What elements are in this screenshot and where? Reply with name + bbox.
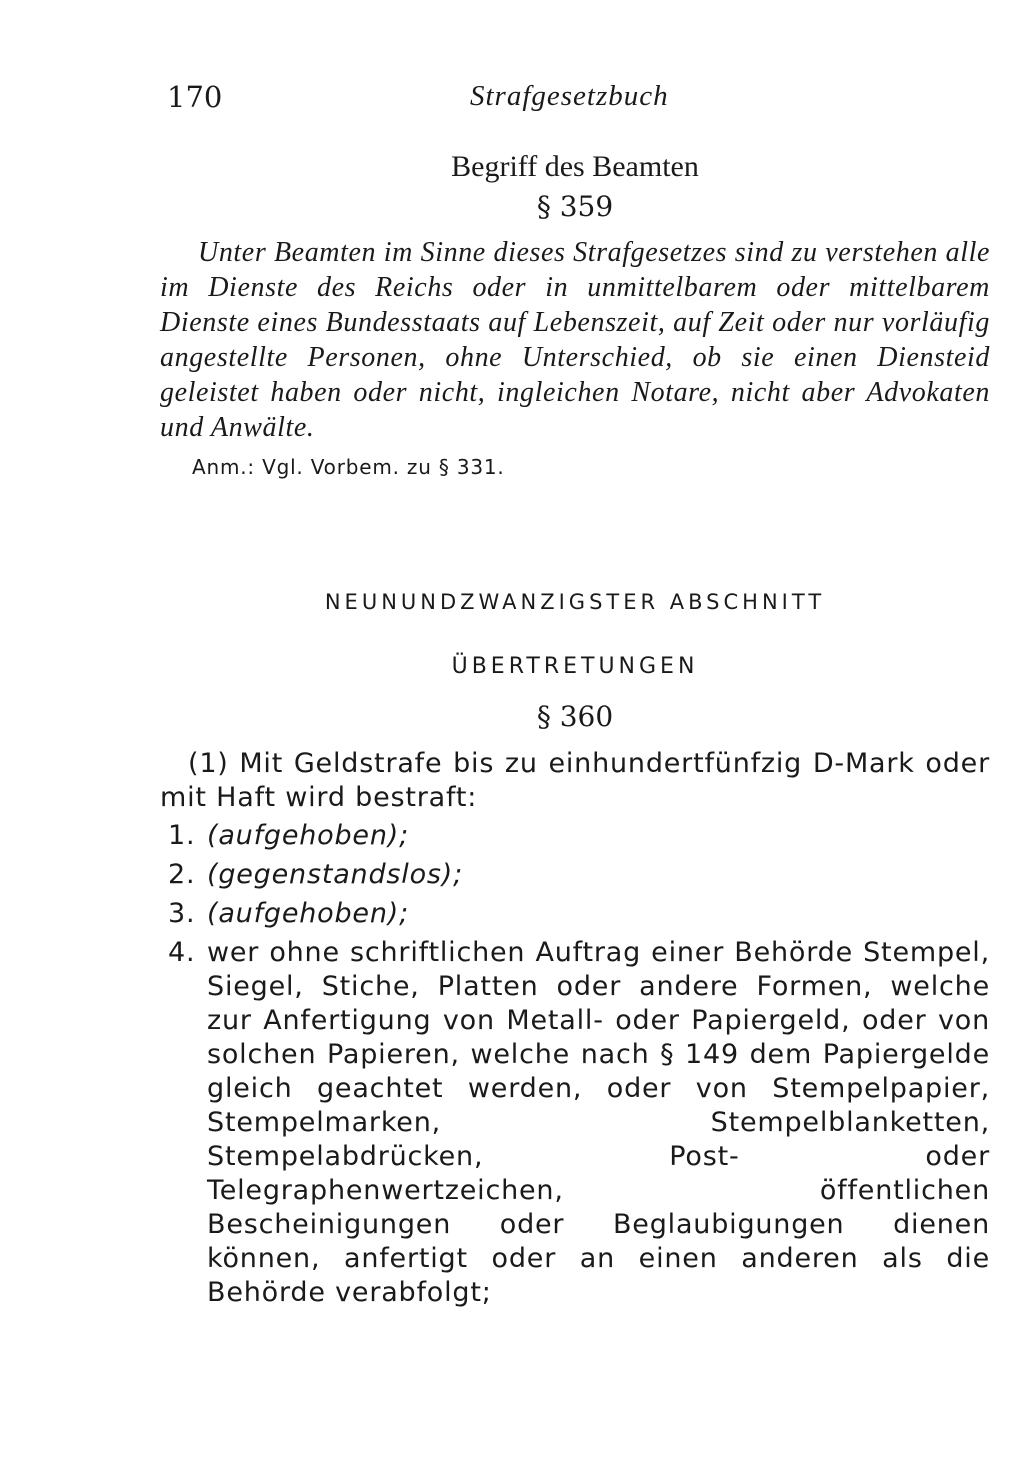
running-title: Strafgesetzbuch bbox=[470, 80, 669, 112]
section-heading: Begriff des Beamten bbox=[451, 150, 699, 183]
item-number: 4. bbox=[168, 937, 196, 968]
chapter-heading bbox=[160, 590, 990, 679]
section-intro: (1) Mit Geldstrafe bis zu einhundertfünfzig D-Mark oder mit Haft wird bestraft: bbox=[160, 748, 990, 813]
provision-list bbox=[160, 819, 990, 1310]
paragraph-number: § 360 bbox=[536, 700, 614, 733]
item-number: 3. bbox=[168, 898, 196, 929]
chapter-subtitle: ÜBERTRETUNGEN bbox=[451, 654, 699, 679]
page-number: 170 bbox=[167, 80, 223, 114]
item-text: (gegenstandslos); bbox=[207, 859, 463, 890]
section-360 bbox=[160, 700, 990, 1310]
page-header bbox=[155, 80, 985, 120]
paragraph-number: § 359 bbox=[536, 190, 614, 223]
section-359 bbox=[160, 150, 990, 479]
item-text: (aufgehoben); bbox=[207, 898, 409, 929]
annotation-note: Anm.: Vgl. Vorbem. zu § 331. bbox=[192, 455, 505, 479]
item-number: 1. bbox=[168, 820, 196, 851]
item-number: 2. bbox=[168, 859, 196, 890]
list-item bbox=[160, 819, 990, 853]
item-text: (aufgehoben); bbox=[207, 820, 409, 851]
section-text: Unter Beamten im Sinne dieses Strafgesetzes sind zu verstehen alle im Dienste des Reichs oder in unmittelbarem oder mittelbarem Dienste eines Bundesstaats auf Lebenszeit, auf Zeit oder nur vorläufig angestellte Personen, ohne Unterschied, ob sie einen Diensteid geleistet haben oder nicht, ingleichen Notare, nicht aber Advokaten und Anwälte. bbox=[160, 237, 990, 443]
chapter-title: NEUNUNDZWANZIGSTER ABSCHNITT bbox=[324, 590, 826, 614]
list-item bbox=[160, 897, 990, 931]
item-text: wer ohne schriftlichen Auftrag einer Behörde Stempel, Siegel, Stiche, Platten oder andere Formen, welche zur Anfertigung von Metall- oder Papiergeld, oder von solchen Papieren, welche nach § 149 dem Papiergelde gleich geachtet werden, oder von Stempelpapier, Stempelmarken, Stempelblanketten, Stempelabdrücken, Post- oder Telegraphenwertzeichen, öffentlichen Bescheinigungen oder Beglaubigungen dienen können, anfertigt oder an einen anderen als die Behörde verabfolgt; bbox=[207, 937, 990, 1308]
list-item bbox=[160, 858, 990, 892]
list-item bbox=[160, 936, 990, 1310]
